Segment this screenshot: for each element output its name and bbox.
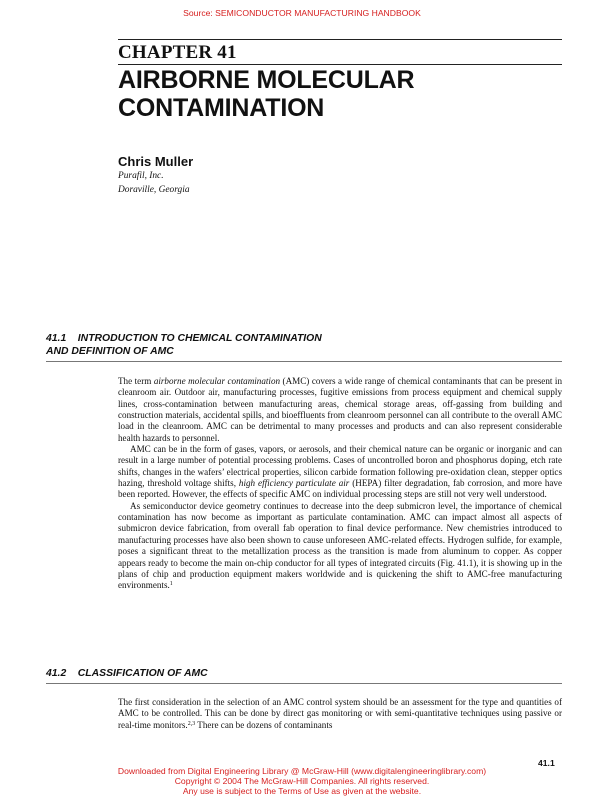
section-rule (46, 683, 562, 684)
section-rule (46, 361, 562, 362)
section-number: 41.2 (46, 668, 67, 679)
footer-download-link[interactable]: Downloaded from Digital Engineering Library @ McGraw-Hill (www.digitalengineeringlibrary.com) (117, 766, 487, 776)
section-title-line2: AND DEFINITION OF AMC (46, 346, 174, 357)
top-rule (118, 39, 562, 40)
section-body-41-2 (118, 697, 562, 731)
page-number: 41.1 (538, 758, 555, 768)
footnote-ref: 1 (169, 581, 173, 588)
paragraph: The first consideration in the selection of an AMC control system should be an assessment for the type and quantities of AMC to be controlled. This can be done by direct gas monitoring or with semi-quantitative techniques using passive or real-time monitors.$^{2,3}$ There can be dozens of contaminants (118, 697, 562, 730)
chapter-number: CHAPTER 41 (118, 42, 237, 63)
author-name: Chris Muller (118, 154, 194, 169)
author-affiliation: Purafil, Inc. (118, 171, 164, 181)
section-heading-41-2 (46, 667, 208, 680)
defined-term: high efficiency particulate air (238, 478, 350, 489)
section-body-41-1 (118, 376, 562, 592)
section-title: CLASSIFICATION OF AMC (77, 668, 208, 679)
footnote-ref: 2,3 (187, 720, 196, 727)
chapter-title: AIRBORNE MOLECULAR CONTAMINATION (118, 66, 415, 122)
author-location: Doraville, Georgia (118, 185, 190, 195)
defined-term: airborne molecular contamination (153, 376, 281, 386)
title-rule (118, 64, 562, 65)
section-number: 41.1 (46, 333, 67, 344)
footer-copyright: Copyright © 2004 The McGraw-Hill Companies. All rights reserved. (174, 776, 430, 786)
section-heading-41-1 (46, 332, 322, 358)
section-title-line1: INTRODUCTION TO CHEMICAL CONTAMINATION (77, 333, 322, 344)
paragraph: AMC can be in the form of gases, vapors, or aerosols, and their chemical nature can be organic or inorganic and can result in a large number of potential processing problems. Cases of uncontrolled boron and phosphorus doping, etch rate shifts, changes in the wafers’ electrical properties, silicon carbide formation following pre-oxidation clean, stepper optics hazing, threshold voltage shifts, high efficiency particulate air (HEPA) filter degradation, fab corrosion, and more have been reported. However, the effects of specific AMC on individual processing steps are still not very well understood. (118, 444, 562, 500)
paragraph: The term airborne molecular contamination (AMC) covers a wide range of chemical contaminants that can be present in cleanroom air. Outdoor air, manufacturing processes, fugitive emissions from process equipment and chemical supply lines, cross-contamination between manufacturing areas, chemical storage areas, off-gassing from building and construction materials, accidental spills, and bioeffluents from cleanroom personnel can all contribute to the overall AMC load in the cleanroom. AMC can be detrimental to many processes and products and can also represent considerable health hazards to personnel. (118, 376, 562, 443)
paragraph: As semiconductor device geometry continues to decrease into the deep submicron level, the importance of chemical contamination has now become as important as particulate contamination. AMC can impact almost all aspects of submicron device fabrication, from overall fab operation to final device performance. New chemistries introduced to manufacturing processes have also been shown to cause unforeseen AMC-related effects. Hydrogen sulfide, for example, poses a significant threat to the metallization process as the transition is made from aluminum to copper. As copper appears ready to become the main on-chip conductor for all types of integrated circuits (Fig. 41.1), it is showing up in the plans of chip and production equipment makers worldwide and is quickening the shift to AMC-free manufacturing environments.$^1$ (118, 500, 562, 591)
footer-terms-link[interactable]: Any use is subject to the Terms of Use as given at the website. (182, 786, 422, 796)
source-header[interactable]: Source: SEMICONDUCTOR MANUFACTURING HANDBOOK (183, 8, 421, 18)
